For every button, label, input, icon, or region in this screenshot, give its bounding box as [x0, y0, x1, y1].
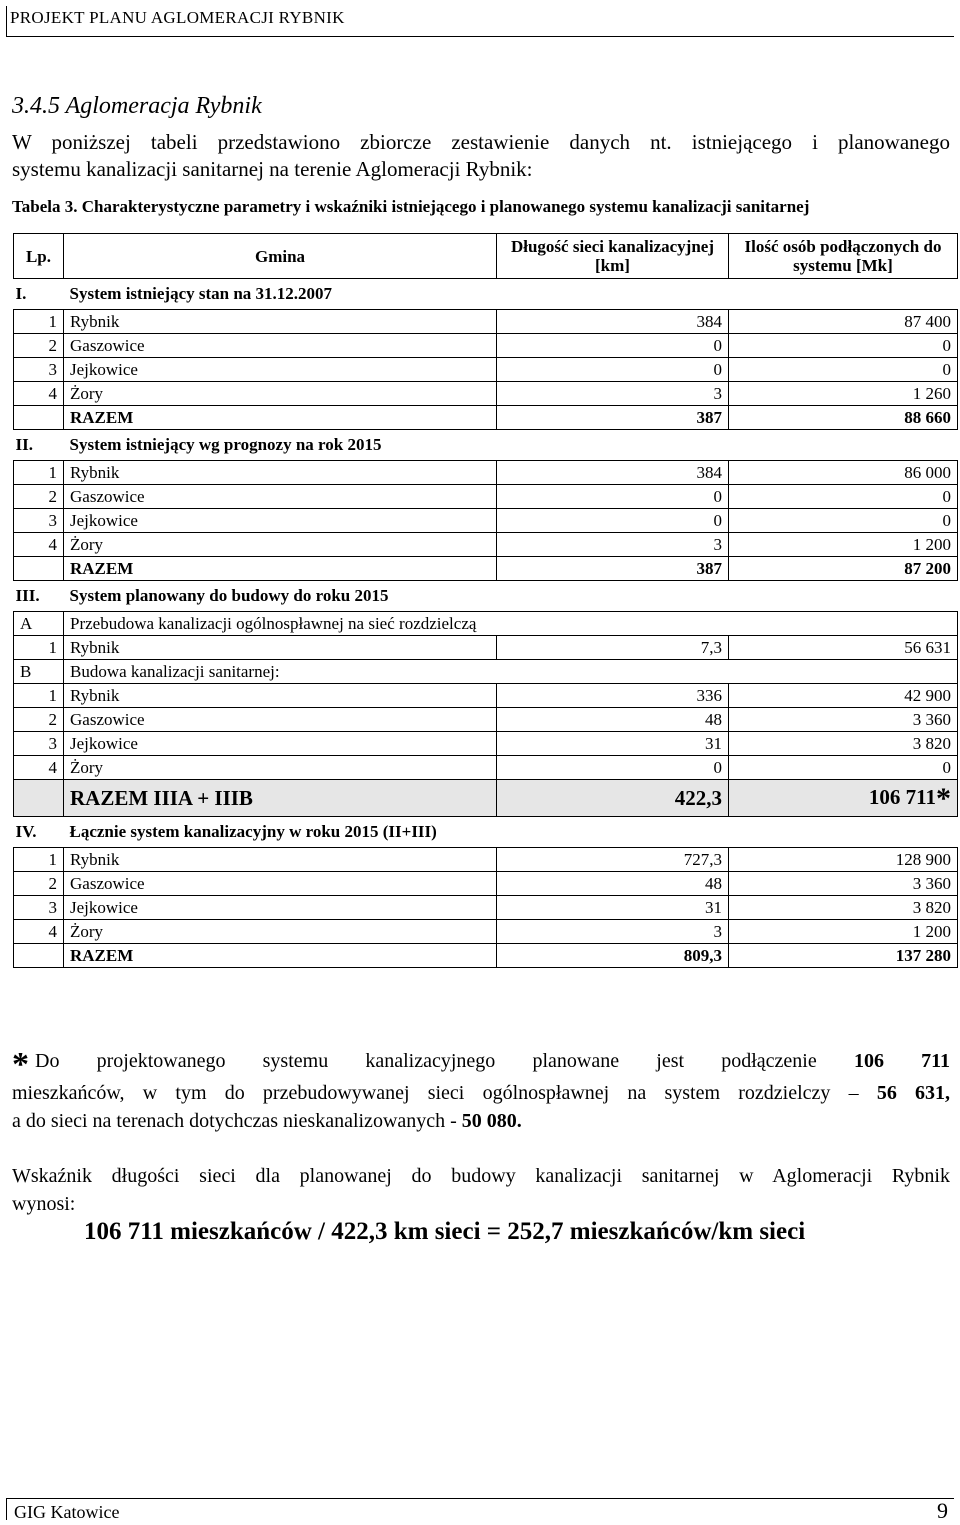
cell-total-ilosc: 88 660 — [729, 406, 958, 430]
asterisk-marker: * — [936, 782, 951, 815]
table-row — [14, 848, 958, 872]
cell-gmina: Rybnik — [64, 636, 497, 660]
cell-gmina: Jejkowice — [64, 509, 497, 533]
cell-total-dlugosc: 387 — [497, 406, 729, 430]
header-gmina: Gmina — [64, 234, 497, 279]
footer-rule — [6, 1498, 954, 1499]
table-row — [14, 358, 958, 382]
section-title-row — [14, 817, 958, 848]
footnote-line-2: mieszkańców, w tym do przebudowywanej sieci ogólnospławnej na system rozdzielczy – 56 631, — [12, 1082, 951, 1104]
cell-lp: 1 — [14, 848, 64, 872]
total-value: 106 711 — [868, 785, 936, 809]
section-heading: 3.4.5 Aglomeracja Rybnik — [12, 93, 262, 119]
cell-lp-empty — [14, 780, 64, 817]
cell-lp-empty — [14, 557, 64, 581]
table-row — [14, 684, 958, 708]
intro-paragraph — [12, 128, 950, 157]
section-title-row — [14, 430, 958, 461]
table-row — [14, 533, 958, 557]
section-title: Łącznie system kanalizacyjny w roku 2015 (II+III) — [69, 822, 437, 841]
table-row — [14, 896, 958, 920]
cell-gmina: Jejkowice — [64, 358, 497, 382]
cell-total-label: RAZEM — [64, 557, 497, 581]
cell-gmina: Gaszowice — [64, 708, 497, 732]
cell-dlugosc: 48 — [497, 708, 729, 732]
subsection-letter: B — [14, 660, 64, 684]
cell-ilosc: 87 400 — [729, 310, 958, 334]
section-title-row — [14, 581, 958, 612]
section-number: IV. — [15, 822, 37, 841]
header-border — [6, 6, 7, 37]
cell-lp-empty — [14, 406, 64, 430]
cell-dlugosc: 727,3 — [497, 848, 729, 872]
cell-total-label: RAZEM — [64, 406, 497, 430]
cell-dlugosc: 0 — [497, 334, 729, 358]
cell-ilosc: 3 360 — [729, 872, 958, 896]
total-row — [14, 406, 958, 430]
header-rule — [6, 36, 954, 37]
cell-lp: 4 — [14, 756, 64, 780]
page-header-title: PROJEKT PLANU AGLOMERACJI RYBNIK — [10, 8, 345, 27]
cell-lp: 4 — [14, 920, 64, 944]
cell-lp-empty — [14, 944, 64, 968]
cell-dlugosc: 48 — [497, 872, 729, 896]
cell-lp: 3 — [14, 732, 64, 756]
cell-lp: 2 — [14, 485, 64, 509]
cell-dlugosc: 3 — [497, 920, 729, 944]
cell-gmina: Rybnik — [64, 310, 497, 334]
cell-lp: 2 — [14, 872, 64, 896]
section-number: I. — [15, 284, 27, 303]
footer-border — [6, 1498, 7, 1520]
cell-ilosc: 1 200 — [729, 533, 958, 557]
section-title-row — [14, 279, 958, 310]
cell-ilosc: 3 820 — [729, 732, 958, 756]
footer-institution: GIG Katowice — [14, 1502, 120, 1522]
cell-gmina: Gaszowice — [64, 872, 497, 896]
cell-gmina: Żory — [64, 756, 497, 780]
parameters-table — [13, 233, 958, 968]
cell-total-label: RAZEM — [64, 944, 497, 968]
cell-dlugosc: 31 — [497, 732, 729, 756]
cell-lp: 3 — [14, 509, 64, 533]
cell-total-dlugosc: 422,3 — [497, 780, 729, 817]
cell-ilosc: 0 — [729, 756, 958, 780]
table-row — [14, 382, 958, 406]
indicator-line-1: Wskaźnik długości sieci dla planowanej do budowy kanalizacji sanitarnej w Aglomeracji Rybnik — [12, 1165, 950, 1187]
cell-total-label: RAZEM IIIA + IIIB — [64, 780, 497, 817]
cell-ilosc: 3 820 — [729, 896, 958, 920]
table-row — [14, 872, 958, 896]
cell-lp: 2 — [14, 708, 64, 732]
indicator-formula: 106 711 mieszkańców / 422,3 km sieci = 252,7 mieszkańców/km sieci — [84, 1218, 806, 1245]
cell-ilosc: 42 900 — [729, 684, 958, 708]
table-row — [14, 756, 958, 780]
cell-gmina: Rybnik — [64, 848, 497, 872]
cell-dlugosc: 7,3 — [497, 636, 729, 660]
cell-total-ilosc: 137 280 — [729, 944, 958, 968]
cell-gmina: Jejkowice — [64, 896, 497, 920]
section-number: III. — [15, 586, 40, 605]
cell-dlugosc: 0 — [497, 485, 729, 509]
cell-ilosc: 128 900 — [729, 848, 958, 872]
cell-lp: 1 — [14, 461, 64, 485]
cell-gmina: Żory — [64, 382, 497, 406]
table-row — [14, 485, 958, 509]
subsection-row-a — [14, 612, 958, 636]
cell-gmina: Żory — [64, 920, 497, 944]
cell-dlugosc: 31 — [497, 896, 729, 920]
table-row — [14, 732, 958, 756]
cell-gmina: Rybnik — [64, 461, 497, 485]
indicator-line-2: wynosi: — [12, 1193, 76, 1215]
table-row — [14, 708, 958, 732]
page-number: 9 — [937, 1498, 948, 1523]
table-row — [14, 461, 958, 485]
cell-gmina: Rybnik — [64, 684, 497, 708]
subsection-label: Przebudowa kanalizacji ogólnospławnej na sieć rozdzielczą — [64, 612, 958, 636]
footnote — [12, 1047, 950, 1135]
cell-dlugosc: 384 — [497, 310, 729, 334]
cell-dlugosc: 336 — [497, 684, 729, 708]
cell-lp: 2 — [14, 334, 64, 358]
cell-dlugosc: 0 — [497, 756, 729, 780]
total-row — [14, 557, 958, 581]
subsection-letter: A — [14, 612, 64, 636]
cell-lp: 4 — [14, 382, 64, 406]
grand-total-row — [14, 780, 958, 817]
cell-gmina: Gaszowice — [64, 485, 497, 509]
cell-dlugosc: 0 — [497, 358, 729, 382]
section-number: II. — [15, 435, 33, 454]
table-row — [14, 636, 958, 660]
indicator-paragraph — [12, 1162, 950, 1218]
cell-dlugosc: 3 — [497, 533, 729, 557]
cell-dlugosc: 3 — [497, 382, 729, 406]
cell-gmina: Jejkowice — [64, 732, 497, 756]
header-lp: Lp. — [14, 234, 64, 279]
cell-ilosc: 1 260 — [729, 382, 958, 406]
cell-lp: 1 — [14, 636, 64, 660]
footnote-star: * — [12, 1046, 29, 1083]
cell-ilosc: 3 360 — [729, 708, 958, 732]
footnote-line-3: a do sieci na terenach dotychczas nieskanalizowanych - 50 080. — [12, 1110, 522, 1132]
cell-gmina: Żory — [64, 533, 497, 557]
table-row — [14, 334, 958, 358]
cell-total-ilosc — [729, 780, 958, 817]
table-row — [14, 509, 958, 533]
cell-lp: 1 — [14, 310, 64, 334]
header-dlugosc: Długość sieci kanalizacyjnej [km] — [497, 234, 729, 279]
cell-lp: 3 — [14, 358, 64, 382]
cell-ilosc: 0 — [729, 358, 958, 382]
total-row — [14, 944, 958, 968]
footnote-line-1: * Do projektowanego systemu kanalizacyjnego planowane jest podłączenie 106 711 — [12, 1046, 951, 1083]
cell-ilosc: 56 631 — [729, 636, 958, 660]
table-row — [14, 920, 958, 944]
cell-lp: 1 — [14, 684, 64, 708]
cell-total-ilosc: 87 200 — [729, 557, 958, 581]
section-title: System istniejący stan na 31.12.2007 — [69, 284, 333, 303]
intro-line-2: systemu kanalizacji sanitarnej na terenie Aglomeracji Rybnik: — [12, 157, 533, 181]
table-caption: Tabela 3. Charakterystyczne parametry i wskaźniki istniejącego i planowanego systemu kanalizacji sanitarnej — [12, 197, 810, 216]
subsection-row-b — [14, 660, 958, 684]
subsection-label: Budowa kanalizacji sanitarnej: — [64, 660, 958, 684]
section-title: System istniejący wg prognozy na rok 2015 — [69, 435, 382, 454]
cell-dlugosc: 0 — [497, 509, 729, 533]
cell-gmina: Gaszowice — [64, 334, 497, 358]
table-header-row — [14, 234, 958, 279]
intro-line-1: W poniższej tabeli przedstawiono zbiorcze zestawienie danych nt. istniejącego i planowanego — [12, 130, 950, 154]
cell-lp: 4 — [14, 533, 64, 557]
cell-ilosc: 0 — [729, 509, 958, 533]
table-row — [14, 310, 958, 334]
cell-ilosc: 0 — [729, 334, 958, 358]
cell-lp: 3 — [14, 896, 64, 920]
section-title: System planowany do budowy do roku 2015 — [69, 586, 389, 605]
cell-total-dlugosc: 387 — [497, 557, 729, 581]
cell-ilosc: 1 200 — [729, 920, 958, 944]
cell-dlugosc: 384 — [497, 461, 729, 485]
header-ilosc: Ilość osób podłączonych do systemu [Mk] — [729, 234, 958, 279]
cell-total-dlugosc: 809,3 — [497, 944, 729, 968]
cell-ilosc: 0 — [729, 485, 958, 509]
cell-ilosc: 86 000 — [729, 461, 958, 485]
